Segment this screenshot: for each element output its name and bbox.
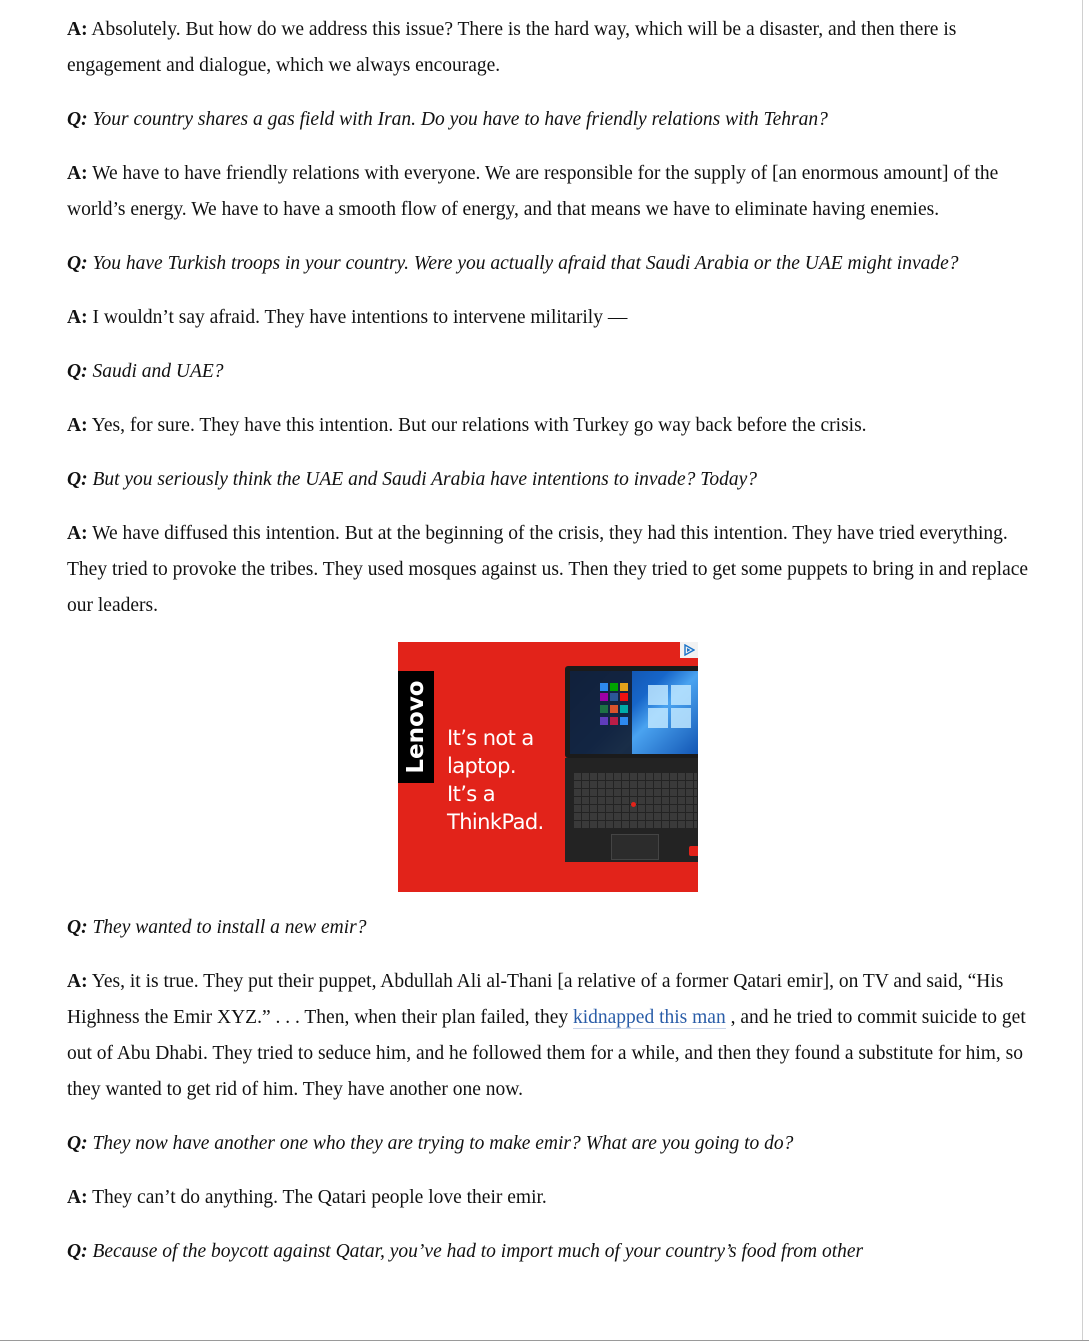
answer-paragraph — [67, 1180, 1029, 1216]
adchoices-triangle-icon — [683, 644, 695, 656]
logo-pane — [648, 685, 668, 705]
logo-pane — [671, 708, 691, 728]
thinkpad-laptop-image — [565, 666, 698, 862]
logo-pane — [671, 685, 691, 705]
question-paragraph — [67, 102, 1029, 138]
answer-paragraph — [67, 964, 1029, 1108]
answer-paragraph — [67, 300, 1029, 336]
lenovo-logo — [398, 671, 434, 783]
speaker-label: Q: — [67, 361, 88, 382]
speaker-label: Q: — [67, 109, 88, 130]
question-paragraph — [67, 1126, 1029, 1162]
answer-text: We have diffused this intention. But at the beginning of the crisis, they had this intention. They have tried everything. They tried to provoke the tribes. They used mosques against us. Then they tried to get some puppets to bring in and replace our leaders. — [67, 523, 1029, 616]
question-paragraph — [67, 910, 1029, 946]
speaker-label: Q: — [67, 917, 88, 938]
brand-name: Lenovo — [403, 680, 429, 774]
speaker-label: A: — [67, 523, 88, 544]
question-text: Your country shares a gas field with Iran. Do you have to have friendly relations with Tehran? — [87, 109, 828, 130]
tagline-line: laptop. — [447, 754, 516, 778]
laptop-screen — [570, 671, 698, 754]
speaker-label: Q: — [67, 469, 88, 490]
answer-text: I wouldn’t say afraid. They have intentions to intervene militarily — — [87, 307, 628, 328]
article-body — [67, 12, 1029, 1288]
kidnapped-link[interactable]: kidnapped this man — [572, 1007, 726, 1028]
lenovo-ad-banner[interactable] — [398, 642, 698, 892]
question-text: Saudi and UAE? — [87, 361, 224, 382]
speaker-label: A: — [67, 415, 88, 436]
speaker-label: A: — [67, 971, 88, 992]
question-text: Because of the boycott against Qatar, you’ve had to import much of your country’s food from other — [87, 1241, 864, 1262]
trackpoint-icon — [631, 802, 636, 807]
answer-paragraph — [67, 516, 1029, 624]
windows-logo-icon — [648, 685, 692, 729]
tile — [610, 693, 618, 701]
tile — [620, 705, 628, 713]
speaker-label: A: — [67, 19, 88, 40]
speaker-label: Q: — [67, 253, 88, 274]
answer-paragraph — [67, 12, 1029, 84]
speaker-label: Q: — [67, 1241, 88, 1262]
tile — [620, 683, 628, 691]
page-right-border — [1082, 0, 1083, 1341]
answer-text: Yes, for sure. They have this intention. But our relations with Turkey go way back before the crisis. — [87, 415, 867, 436]
tagline-line: ThinkPad. — [447, 810, 544, 834]
answer-text: We have to have friendly relations with everyone. We are responsible for the supply of [an enormous amount] of the world’s energy. We have to have a smooth flow of energy, and that means we have to eliminate having enemies. — [67, 163, 999, 220]
tile — [600, 683, 608, 691]
answer-text: Absolutely. But how do we address this issue? There is the hard way, which will be a disaster, and then there is engagement and dialogue, which we always encourage. — [67, 19, 957, 76]
keyboard-graphic — [573, 772, 697, 828]
tile — [600, 717, 608, 725]
answer-text: , and he tried to commit suicide to get out of Abu Dhabi. They tried to seduce him, and he followed them for a while, and then they found a substitute for him, so they wanted to get rid of him. They have another one now. — [67, 1007, 1026, 1100]
question-paragraph — [67, 246, 1029, 282]
answer-paragraph — [67, 156, 1029, 228]
tile — [610, 705, 618, 713]
touchpad-graphic — [611, 834, 659, 860]
ad-tagline — [447, 724, 565, 836]
tile — [600, 693, 608, 701]
tagline-line: It’s a — [447, 782, 495, 806]
question-text: They now have another one who they are trying to make emir? What are you going to do? — [87, 1133, 794, 1154]
speaker-label: A: — [67, 163, 88, 184]
laptop-keyboard-deck — [565, 758, 698, 862]
question-paragraph — [67, 1234, 1029, 1270]
tile — [600, 705, 608, 713]
question-text: You have Turkish troops in your country. Were you actually afraid that Saudi Arabia or the UAE might invade? — [87, 253, 959, 274]
speaker-label: A: — [67, 1187, 88, 1208]
question-paragraph — [67, 462, 1029, 498]
tile — [610, 683, 618, 691]
speaker-label: A: — [67, 307, 88, 328]
answer-paragraph — [67, 408, 1029, 444]
question-text: They wanted to install a new emir? — [87, 917, 367, 938]
question-paragraph — [67, 354, 1029, 390]
question-text: But you seriously think the UAE and Saudi Arabia have intentions to invade? Today? — [87, 469, 758, 490]
adchoices-icon[interactable] — [680, 642, 698, 658]
tile — [610, 717, 618, 725]
logo-pane — [648, 708, 668, 728]
tagline-line: It’s not a — [447, 726, 534, 750]
start-menu-graphic — [570, 671, 632, 754]
answer-text: They can’t do anything. The Qatari people love their emir. — [87, 1187, 547, 1208]
laptop-screen-bezel — [565, 666, 698, 758]
tile — [620, 693, 628, 701]
thinkpad-dot-icon — [689, 846, 698, 856]
speaker-label: Q: — [67, 1133, 88, 1154]
answer-text: Yes, it is true. They put their puppet, Abdullah Ali al-Thani [a relative of a former Qatari emir], on TV and said, “His Highness the Emir XYZ.” . . . Then, when their plan failed, they — [67, 971, 1004, 1028]
tile — [620, 717, 628, 725]
advertisement[interactable] — [398, 642, 698, 892]
